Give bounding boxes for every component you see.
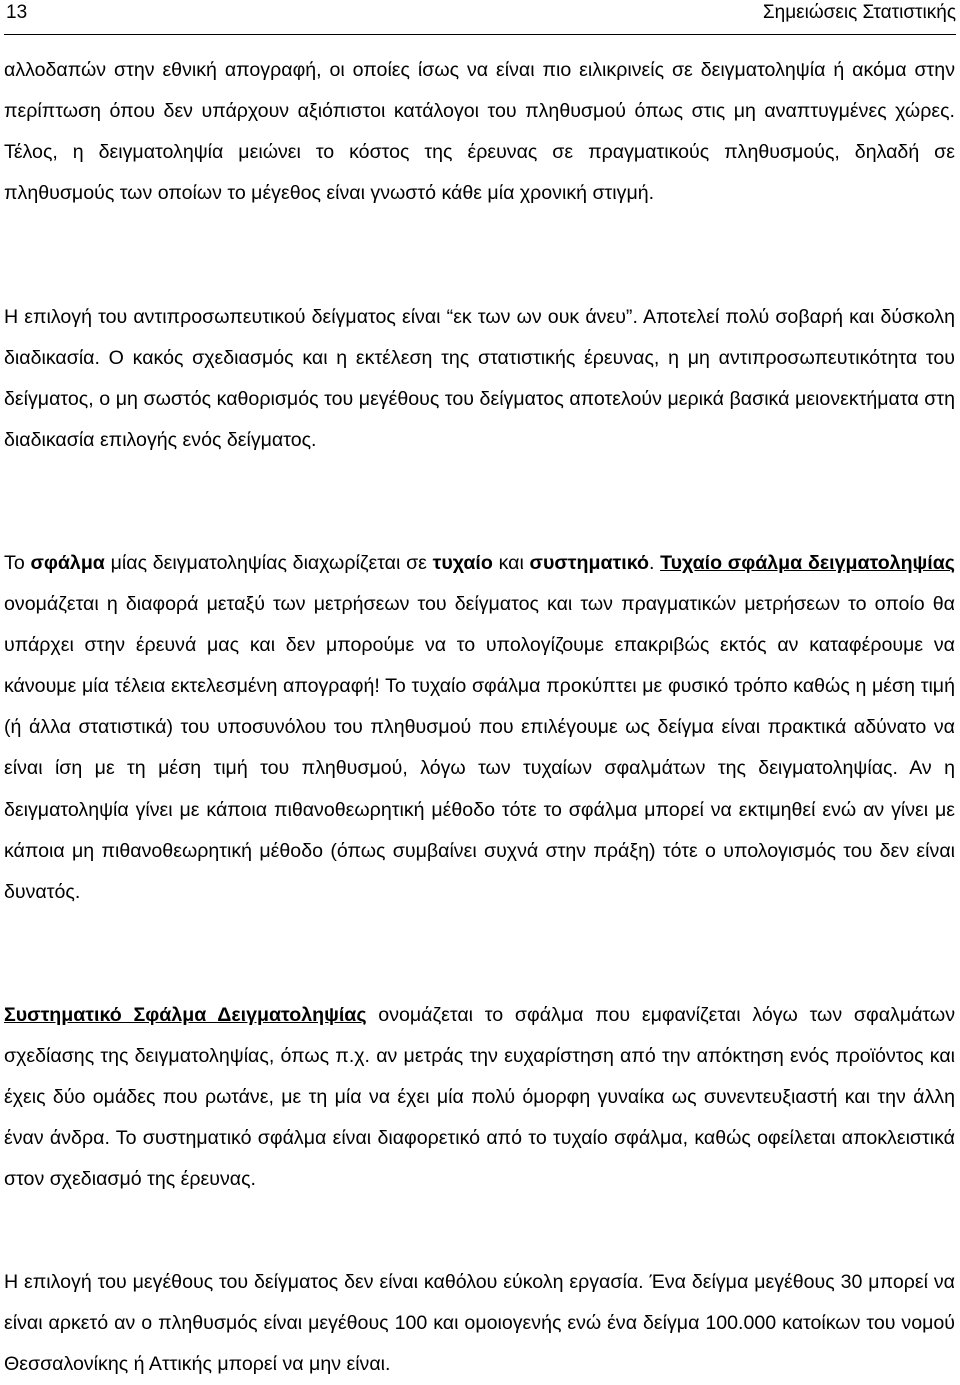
text-run: και	[492, 552, 530, 574]
text-run: μίας δειγματοληψίας διαχωρίζεται σε	[104, 552, 433, 574]
text-run: ονομάζεται η διαφορά μεταξύ των μετρήσεων του δείγματος και των πραγματικών μετρήσεων το οποίο θα υπάρχει στην έρευνά μας και δεν μπορούμε να το υπολογίζουμε επακριβώς εκτός αν καταφέρουμε να κάνουμε μία τέλεια εκτελεσμένη απογραφή! Το τυχαίο σφάλμα προκύπτει με φυσικό τρόπο καθώς η μέση τιμή (ή άλλα στατιστικά) του υποσυνόλου του πληθυσμού που επιλέγουμε ως δείγμα είναι πρακτικά αδύνατο να είναι ίση με τη μέση τιμή του πληθυσμού, λόγω των τυχαίων σφαλμάτων της δειγματοληψίας. Αν η δειγματοληψία γίνει με κάποια πιθανοθεωρητική μέθοδο τότε το σφάλμα μπορεί να εκτιμηθεί ενώ αν γίνει με κάποια μη πιθανοθεωρητική μέθοδο (όπως συμβαίνει συχνά στην πράξη) τότε ο υπολογισμός του δεν είναι δυνατός.	[4, 593, 955, 903]
bold-term-tyxaio: τυχαίο	[432, 552, 493, 574]
page-number: 13	[6, 2, 28, 23]
bold-term-sfalma: σφάλμα	[30, 552, 105, 574]
page-header	[4, 0, 956, 35]
paragraph-2: Η επιλογή του αντιπροσωπευτικού δείγματος είναι “εκ των ων ουκ άνευ”. Αποτελεί πολύ σοβαρή και δύσκολη διαδικασία. Ο κακός σχεδιασμός και η εκτέλεση της στατιστικής έρευνας, η μη αντιπροσωπευτικότητα του δείγματος, ο μη σωστός καθορισμός του μεγέθους του δείγματος αποτελούν μερικά βασικά μειονεκτήματα στη διαδικασία επιλογής ενός δείγματος.	[4, 306, 955, 452]
definition-term-systematic-error: Συστηματικό Σφάλμα Δειγματοληψίας	[4, 1004, 367, 1026]
text-run: ονομάζεται το σφάλμα που εμφανίζεται λόγω των σφαλμάτων σχεδίασης της δειγματοληψίας, όπως π.χ. αν μετράς την ευχαρίστηση από την απόκτηση ενός προϊόντος και έχεις δύο ομάδες που ρωτάνε, με τη μία να έχει μία πολύ όμορφη γυναίκα ως συνεντευξιαστή και την άλλη έναν άνδρα. Το συστηματικό σφάλμα είναι διαφορετικό από το τυχαίο σφάλμα, καθώς οφείλεται αποκλειστικά στον σχεδιασμό της έρευνας.	[4, 1004, 955, 1191]
paragraph-1: αλλοδαπών στην εθνική απογραφή, οι οποίες ίσως να είναι πιο ειλικρινείς σε δειγματοληψία ή ακόμα στην περίπτωση όπου δεν υπάρχουν αξιόπιστοι κατάλογοι του πληθυσμού όπως στις μη αναπτυγμένες χώρες. Τέλος, η δειγματοληψία μειώνει το κόστος της έρευνας σε πραγματικούς πληθυσμούς, δηλαδή σε πληθυσμούς των οποίων το μέγεθος είναι γνωστό κάθε μία χρονική στιγμή.	[4, 59, 955, 205]
paragraph-5: Η επιλογή του μεγέθους του δείγματος δεν είναι καθόλου εύκολη εργασία. Ένα δείγμα μεγέθους 30 μπορεί να είναι αρκετό αν ο πληθυσμός είναι μεγέθους 100 και ομοιογενής ενώ ένα δείγμα 100.000 κατοίκων του νομού Θεσσαλονίκης ή Αττικής μπορεί να μην είναι.	[4, 1271, 955, 1376]
bold-term-systimatiko: συστηματικό	[529, 552, 649, 574]
text-run: .	[648, 552, 661, 574]
paragraph-4	[4, 995, 955, 1200]
running-title: Σημειώσεις Στατιστικής	[762, 2, 956, 23]
text-run: Το	[4, 552, 31, 574]
definition-term-random-error: Τυχαίο σφάλμα δειγματοληψίας	[660, 552, 955, 574]
paragraph-3	[4, 543, 955, 913]
